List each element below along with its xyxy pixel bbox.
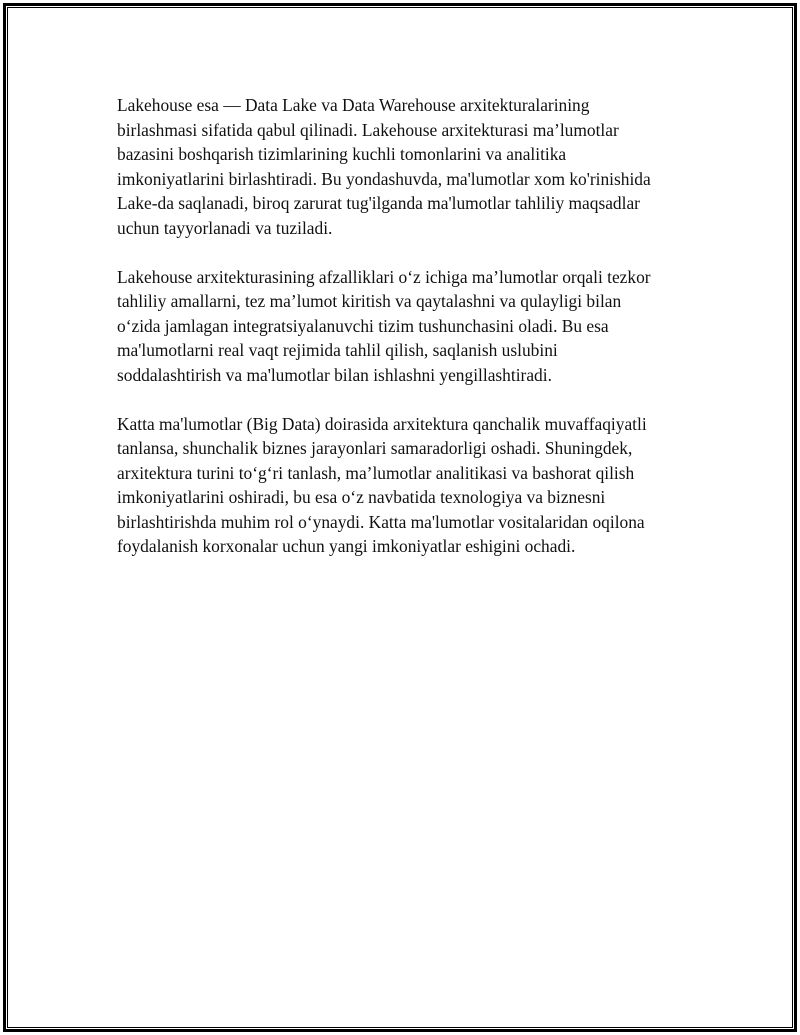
paragraph-lakehouse-definition: Lakehouse esa — Data Lake va Data Warehouse arxitekturalarining birlashmasi sifatida qabul qilinadi. Lakehouse arxitekturasi ma’lumotlar bazasini boshqarish tizimlarining kuchli tomonlarini va analitika imkoniyatlarini birlashtiradi. Bu yondashuvda, ma'lumotlar xom ko'rinishida Lake-da saqlanadi, biroq zarurat tug'ilganda ma'lumotlar tahliliy maqsadlar uchun tayyorlanadi va tuziladi. [117, 95, 651, 238]
paragraph-big-data-architecture: Katta ma'lumotlar (Big Data) doirasida arxitektura qanchalik muvaffaqiyatli tanlansa, shunchalik biznes jarayonlari samaradorligi oshadi. Shuningdek, arxitektura turini to‘g‘ri tanlash, ma’lumotlar analitikasi va bashorat qilish imkoniyatlarini oshiradi, bu esa o‘z navbatida texnologiya va biznesni birlashtirishda muhim rol o‘ynaydi. Katta ma'lumotlar vositalaridan oqilona foydalanish korxonalar uchun yangi imkoniyatlar eshigini ochadi. [117, 413, 647, 556]
document-body [117, 93, 697, 583]
paragraph-lakehouse-advantages: Lakehouse arxitekturasining afzalliklari o‘z ichiga ma’lumotlar orqali tezkor tahliliy amallarni, tez ma’lumot kiritish va qaytalashni va qulayligi bilan o‘zida jamlagan integratsiyalanuvchi tizim tushunchasini oladi. Bu esa ma'lumotlarni real vaqt rejimida tahlil qilish, saqlanish uslubini soddalashtirish va ma'lumotlar bilan ishlashni yengillashtiradi. [117, 266, 651, 385]
